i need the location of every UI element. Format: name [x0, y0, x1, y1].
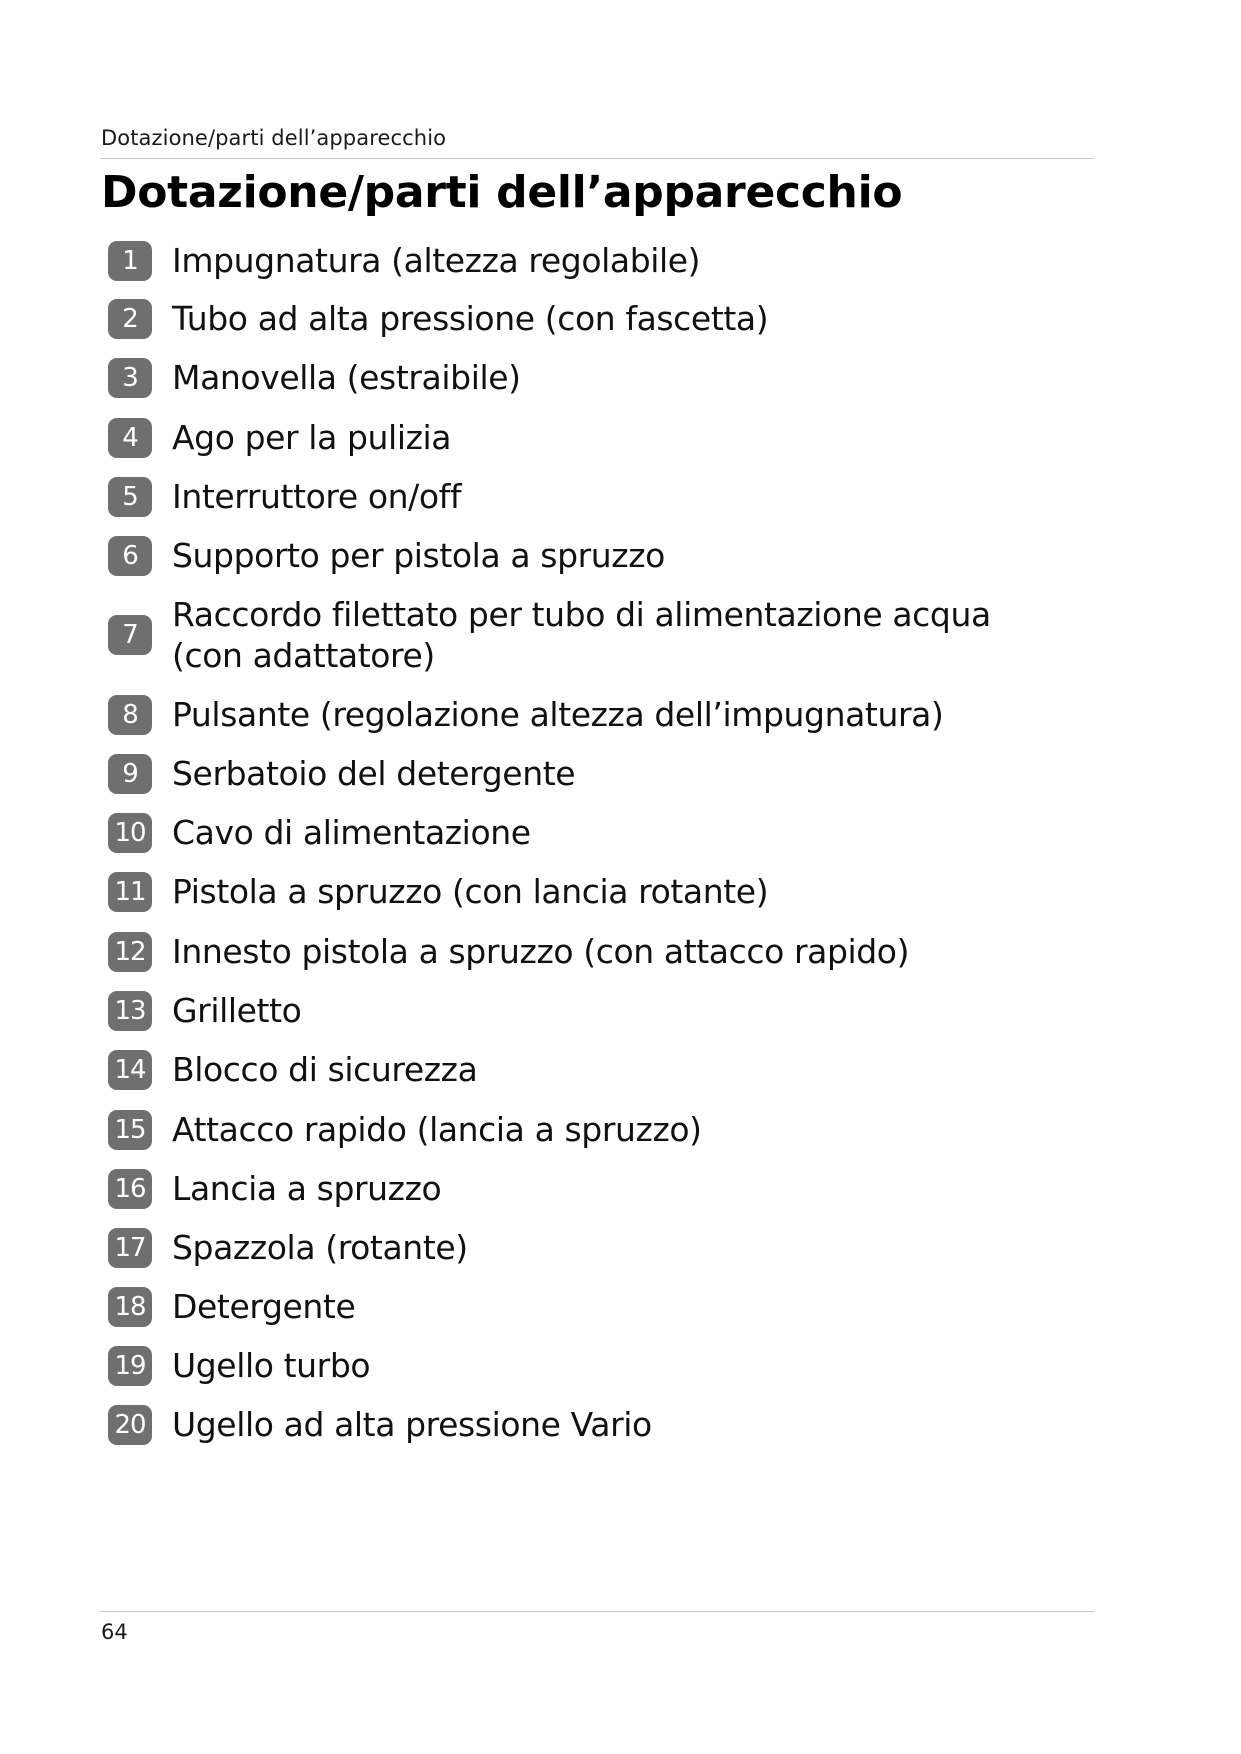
page-title: Dotazione/parti dell’apparecchio	[101, 167, 903, 218]
part-number-badge: 13	[108, 991, 152, 1031]
part-label: Pistola a spruzzo (con lancia rotante)	[172, 872, 769, 911]
part-label: Attacco rapido (lancia a spruzzo)	[172, 1110, 702, 1149]
list-item	[108, 1286, 1008, 1327]
list-item	[108, 1404, 1008, 1445]
list-item	[108, 1227, 1008, 1268]
part-number-badge: 7	[108, 615, 152, 655]
list-item	[108, 1049, 1008, 1090]
part-number-badge: 16	[108, 1169, 152, 1209]
part-label-line-1: Raccordo filettato per tubo di alimentazione acqua	[172, 595, 991, 634]
part-label-line-2: (con adattatore)	[172, 636, 435, 675]
part-number-badge: 11	[108, 872, 152, 912]
part-label: Ago per la pulizia	[172, 418, 452, 457]
part-label: Serbatoio del detergente	[172, 754, 576, 793]
part-number-badge: 18	[108, 1287, 152, 1327]
part-label: Ugello turbo	[172, 1346, 371, 1385]
part-number-badge: 3	[108, 358, 152, 398]
part-label: Blocco di sicurezza	[172, 1050, 478, 1089]
part-label: Innesto pistola a spruzzo (con attacco rapido)	[172, 932, 910, 971]
part-label: Impugnatura (altezza regolabile)	[172, 241, 701, 280]
list-item	[108, 535, 1008, 576]
part-label: Interruttore on/off	[172, 477, 462, 516]
part-label: Tubo ad alta pressione (con fascetta)	[172, 299, 769, 338]
list-item	[108, 694, 1008, 735]
part-number-badge: 12	[108, 932, 152, 972]
list-item	[108, 812, 1008, 853]
running-header: Dotazione/parti dell’apparecchio	[101, 126, 447, 150]
list-item	[108, 357, 1008, 398]
part-label: Pulsante (regolazione altezza dell’impugnatura)	[172, 695, 944, 734]
list-item	[108, 417, 1008, 458]
list-item	[108, 1168, 1008, 1209]
part-number-badge: 2	[108, 299, 152, 339]
list-item	[108, 990, 1008, 1031]
list-item	[108, 476, 1008, 517]
part-number-badge: 15	[108, 1110, 152, 1150]
list-item	[108, 298, 1008, 339]
part-label: Manovella (estraibile)	[172, 358, 521, 397]
part-label: Ugello ad alta pressione Vario	[172, 1405, 652, 1444]
part-label: Lancia a spruzzo	[172, 1169, 442, 1208]
part-number-badge: 4	[108, 418, 152, 458]
list-item	[108, 753, 1008, 794]
part-number-badge: 10	[108, 813, 152, 853]
part-number-badge: 5	[108, 477, 152, 517]
part-number-badge: 20	[108, 1405, 152, 1445]
list-item	[108, 931, 1008, 972]
part-label: Spazzola (rotante)	[172, 1228, 468, 1267]
header-divider	[100, 158, 1094, 159]
part-number-badge: 19	[108, 1346, 152, 1386]
list-item	[108, 1109, 1008, 1150]
part-number-badge: 14	[108, 1050, 152, 1090]
part-number-badge: 8	[108, 695, 152, 735]
list-item	[108, 871, 1008, 912]
part-label: Grilletto	[172, 991, 302, 1030]
part-number-badge: 9	[108, 754, 152, 794]
part-number-badge: 1	[108, 241, 152, 281]
footer-divider	[100, 1611, 1094, 1612]
list-item	[108, 1345, 1008, 1386]
page-number: 64	[101, 1620, 128, 1644]
list-item	[108, 594, 1008, 676]
part-number-badge: 6	[108, 536, 152, 576]
part-number-badge: 17	[108, 1228, 152, 1268]
part-label	[172, 594, 991, 676]
part-label: Cavo di alimentazione	[172, 813, 531, 852]
list-item	[108, 240, 1008, 281]
part-label: Detergente	[172, 1287, 356, 1326]
part-label: Supporto per pistola a spruzzo	[172, 536, 665, 575]
